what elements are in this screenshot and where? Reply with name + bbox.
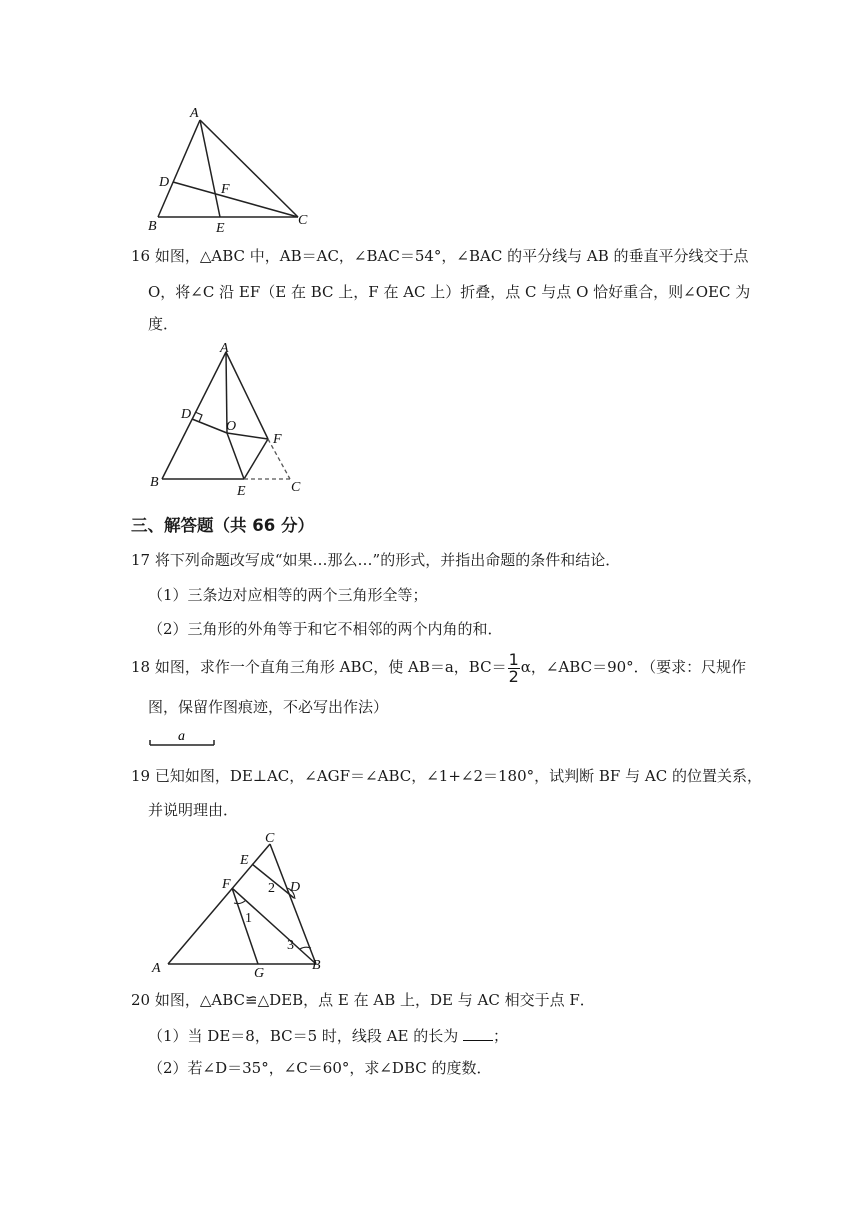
q18-line1 <box>131 650 746 685</box>
label-C: C <box>265 831 275 846</box>
q20-item1 <box>148 1026 508 1046</box>
q19-line2: 并说明理由． <box>148 801 239 819</box>
label-D: D <box>181 407 192 422</box>
label-D: D <box>290 880 301 895</box>
label-G: G <box>254 966 265 981</box>
figure-q16 <box>140 338 320 498</box>
figure-q19 <box>148 826 338 982</box>
label-E: E <box>216 221 225 236</box>
label-A: A <box>152 961 161 976</box>
label-B: B <box>148 219 157 234</box>
label-E: E <box>237 484 246 498</box>
q20-item1-end: ； <box>493 1027 509 1045</box>
label-F: F <box>221 182 230 197</box>
q16-line1: 16 如图，△ABC 中，AB＝AC，∠BAC＝54°，∠BAC 的平分线与 AB 的垂直平分线交于点 <box>131 247 749 265</box>
label-B: B <box>150 475 159 490</box>
q16-line3: 度． <box>148 315 179 333</box>
angle-3-label: 3 <box>287 938 294 953</box>
q20-item1-text: （1）当 DE＝8，BC＝5 时，线段 AE 的长为 <box>148 1027 459 1045</box>
q18-line1-end: α，∠ABC＝90°．（要求：尺规作 <box>520 658 747 676</box>
label-O: O <box>226 419 237 434</box>
section-heading: 三、解答题（共 66 分） <box>131 516 314 535</box>
label-B: B <box>312 958 321 973</box>
fraction-denominator: 2 <box>508 666 519 686</box>
q17-item2: （2）三角形的外角等于和它不相邻的两个内角的和． <box>148 620 503 638</box>
label-C: C <box>291 480 301 495</box>
label-F: F <box>222 877 231 892</box>
label-C: C <box>298 213 308 228</box>
label-F: F <box>273 432 282 447</box>
q20-line1: 20 如图，△ABC≌△DEB，点 E 在 AB 上，DE 与 AC 相交于点 F． <box>131 991 595 1009</box>
segment-a <box>148 727 216 749</box>
q20-item2: （2）若∠D＝35°，∠C＝60°，求∠DBC 的度数． <box>148 1059 492 1077</box>
angle-2-label: 2 <box>268 881 275 896</box>
q19-line1: 19 已知如图，DE⊥AC，∠AGF＝∠ABC，∠1+∠2＝180°，试判断 BF 与 AC 的位置关系， <box>131 767 762 785</box>
figure-q15 <box>140 100 320 240</box>
fraction-one-half <box>508 649 520 686</box>
label-A: A <box>220 341 229 356</box>
fraction-numerator: 1 <box>508 649 519 669</box>
answer-blank[interactable] <box>463 1026 493 1041</box>
q18-line1-start: 18 如图，求作一个直角三角形 ABC，使 AB＝a，BC＝ <box>131 658 507 676</box>
label-D: D <box>159 175 170 190</box>
q17-line1: 17 将下列命题改写成“如果…那么…”的形式，并指出命题的条件和结论． <box>131 551 621 569</box>
q16-line2: O，将∠C 沿 EF（E 在 BC 上，F 在 AC 上）折叠，点 C 与点 O 恰好重合，则∠OEC 为 <box>148 283 751 301</box>
segment-a-label: a <box>178 729 185 744</box>
angle-1-label: 1 <box>245 911 252 926</box>
q18-line2: 图，保留作图痕迹，不必写出作法） <box>148 698 389 716</box>
label-E: E <box>240 853 249 868</box>
label-A: A <box>190 106 199 121</box>
q17-item1: （1）三条边对应相等的两个三角形全等； <box>148 586 428 604</box>
